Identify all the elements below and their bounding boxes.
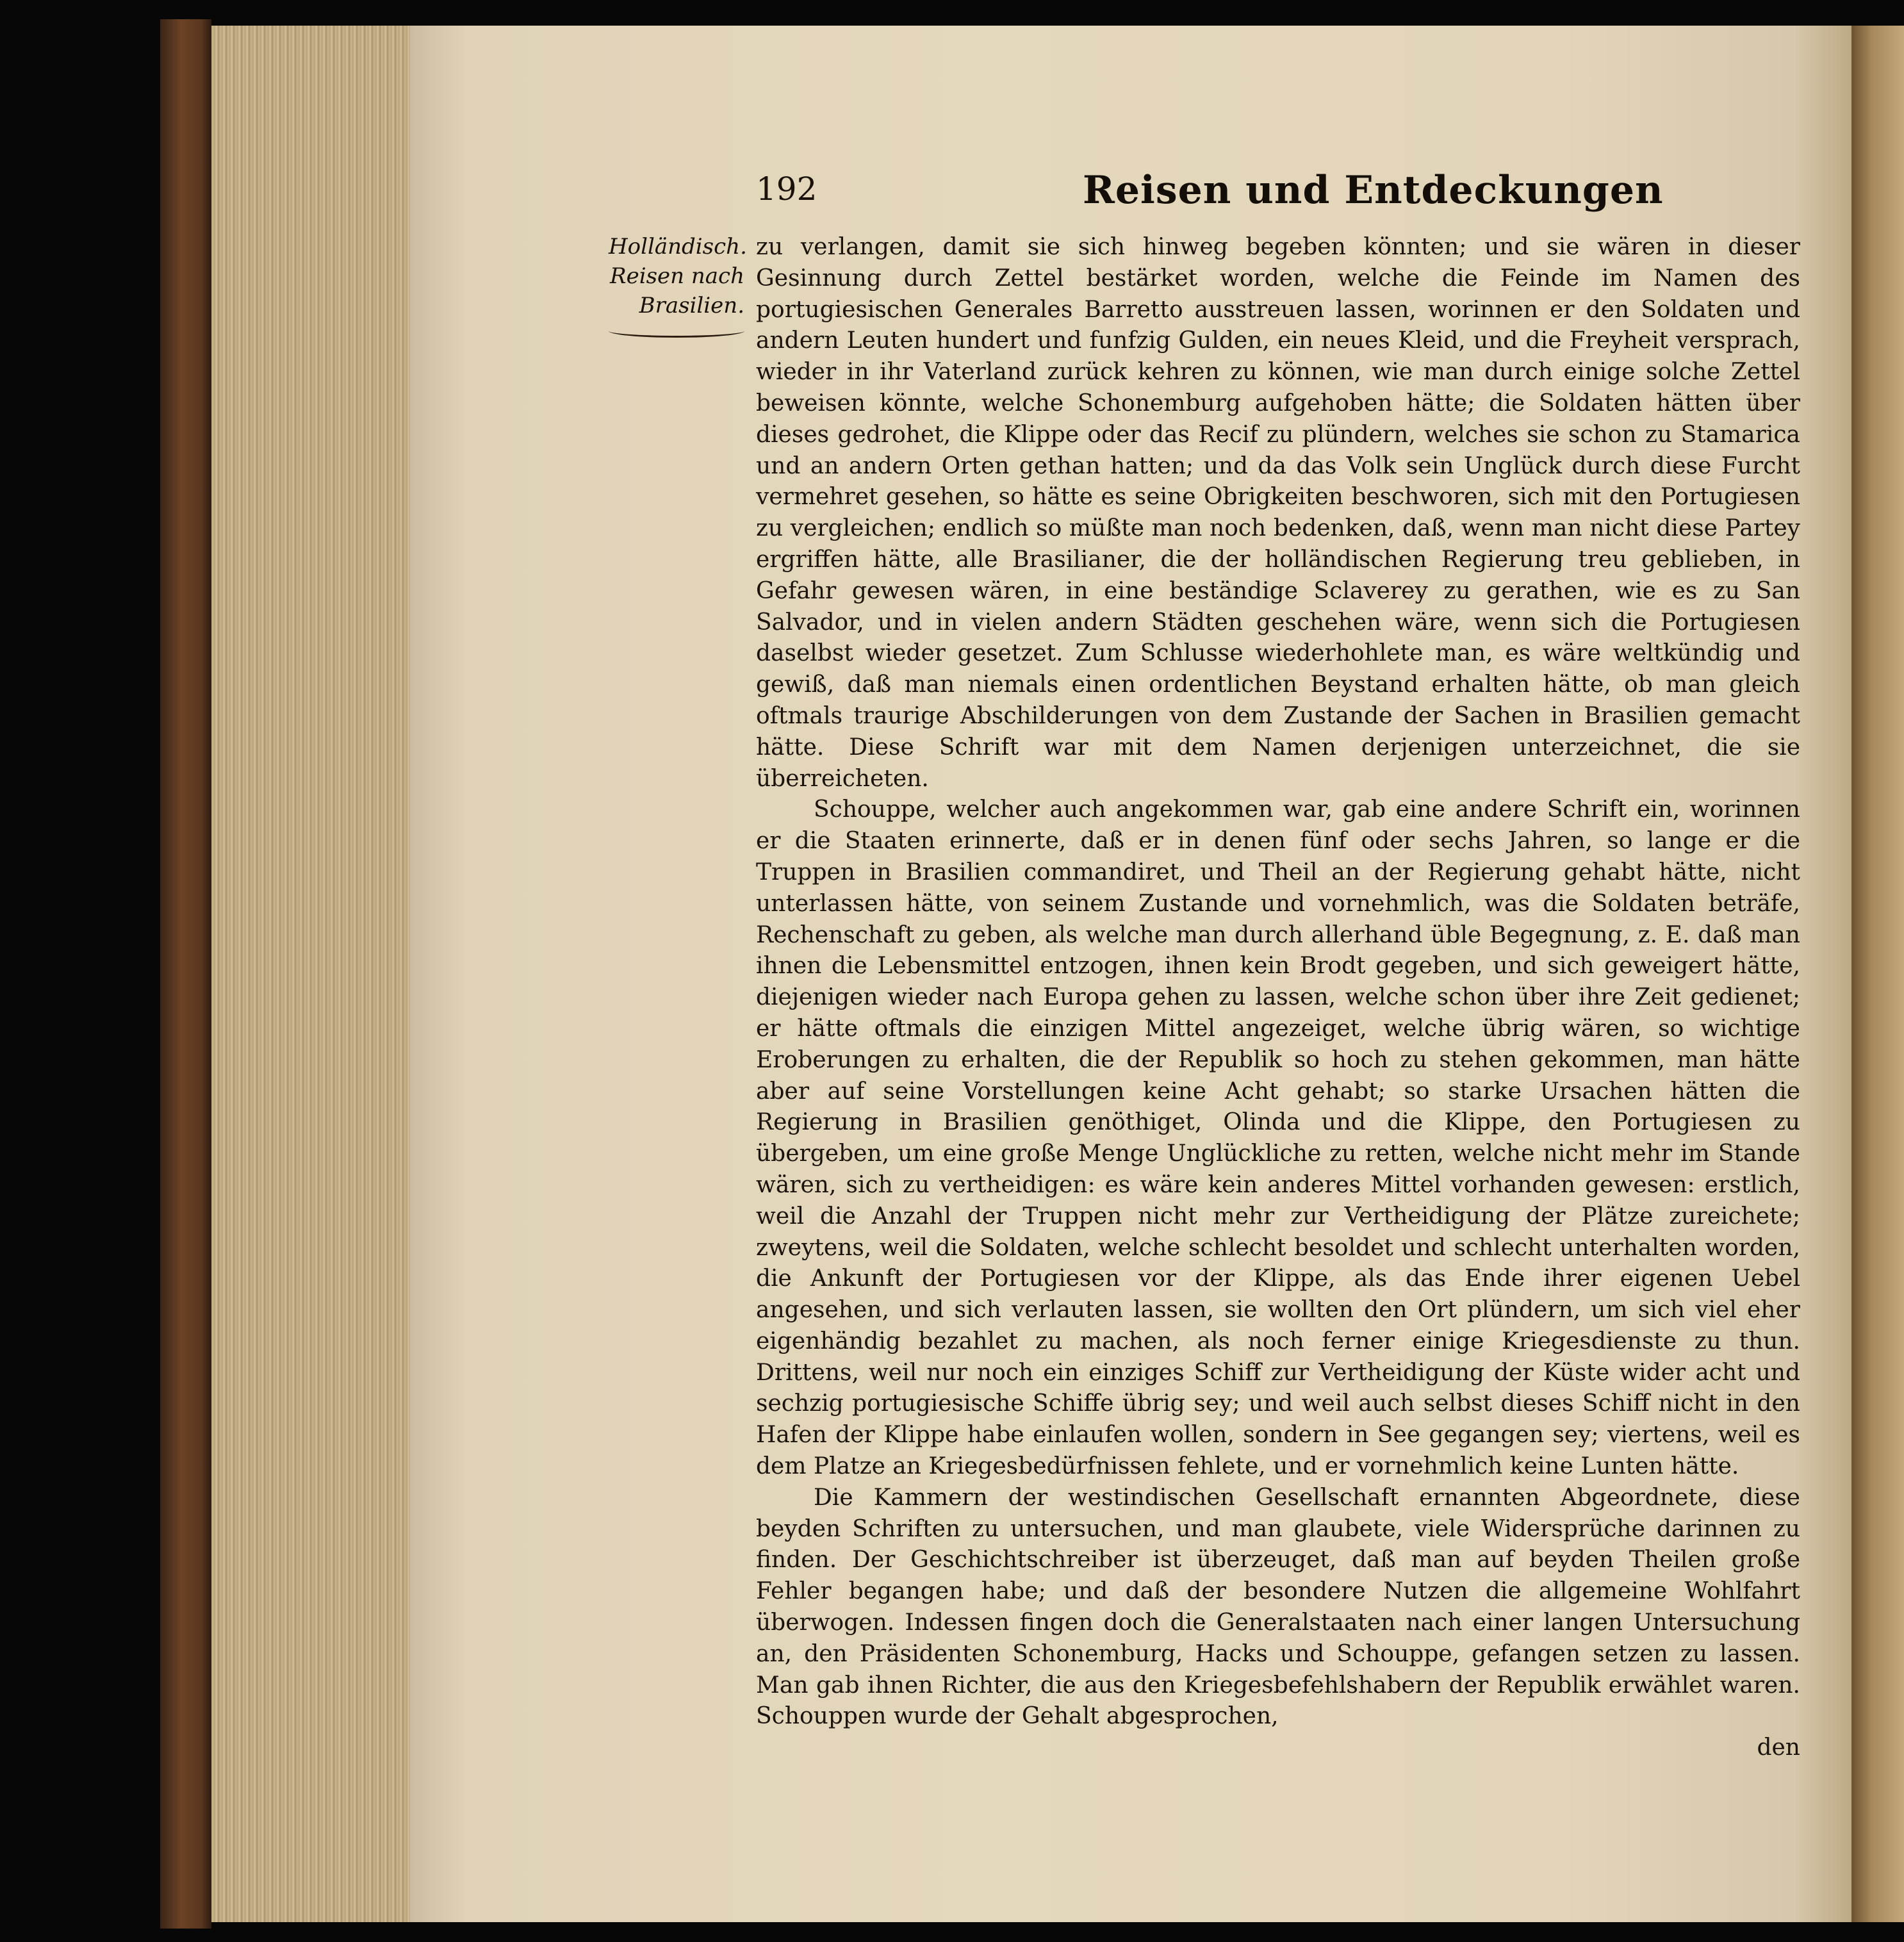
paragraph: zu verlangen, damit sie sich hinweg begeben könnten; und sie wären in dieser Gesinnung durch Zettel bestärket worden, welche die Feinde im Namen des portugiesischen Generales Barretto ausstreuen lassen, worinnen er den Soldaten und andern Leuten hundert und funfzig Gulden, ein neues Kleid, und die Freyheit versprach, wieder in ihr Vaterland zurück kehren zu können, wie man durch einige solche Zettel beweisen könnte, welche Schonemburg aufgehoben hätte; die Soldaten hätten über dieses gedrohet, die Klippe oder das Recif zu plündern, welches sie schon zu Stamarica und an andern Orten gethan hatten; und da das Volk sein Unglück durch diese Furcht vermehret gesehen, so hätte es seine Obrigkeiten beschworen, sich mit den Portugiesen zu vergleichen; endlich so müßte man noch bedenken, daß, wenn man nicht diese Partey ergriffen hätte, alle Brasilianer, die der holländischen Regierung treu geblieben, in Gefahr gewesen wären, in eine beständige Sclaverey zu gerathen, wie es zu San Salvador, und in vielen andern Städten geschehen wäre, wenn sich die Portugiesen daselbst wieder gesetzet. Zum Schlusse wiederhohlete man, es wäre weltkündig und gewiß, daß man niemals einen ordentlichen Beystand erhalten hätte, ob man gleich oftmals traurige Abschilderungen von dem Zustande der Sachen in Brasilien gemacht hätte. Diese Schrift war mit dem Namen derjenigen unterzeichnet, die sie überreicheten.	[756, 234, 1800, 792]
book-page-edges	[205, 26, 410, 1922]
running-title: Reisen und Entdeckungen	[1083, 168, 1664, 213]
page-number: 192	[756, 170, 817, 208]
paragraph: Die Kammern der westindischen Gesellschaft ernannten Abgeordnete, diese beyden Schriften zu untersuchen, und man glaubete, viele Widersprüche darinnen zu finden. Der Geschichtschreiber ist überzeuget, daß man auf beyden Theilen große Fehler begangen habe; und daß der besondere Nutzen die allgemeine Wohlfahrt überwogen. Indessen fingen doch die Generalstaaten nach einer langen Untersuchung an, den Präsidenten Schonemburg, Hacks und Schouppe, gefangen setzen zu lassen. Man gab ihnen Richter, die aus den Kriegesbefehlshabern der Republik erwählet waren. Schouppen wurde der Gehalt abgesprochen,	[756, 1484, 1800, 1730]
page-header	[756, 170, 1845, 215]
marginal-note-line: Holländisch.	[609, 234, 747, 259]
marginal-note-line: Reisen nach	[610, 263, 744, 289]
marginal-note-line: Brasilien.	[639, 293, 744, 318]
body-text	[756, 232, 1800, 1764]
catchword: den	[1757, 1734, 1800, 1761]
paragraph: Schouppe, welcher auch angekommen war, gab eine andere Schrift ein, worinnen er die Staaten erinnerte, daß er in denen fünf oder sechs Jahren, so lange er die Truppen in Brasilien commandiret, und Theil an der Regierung gehabt hätte, nicht unterlassen hätte, von seinem Zustande und vornehmlich, was die Soldaten beträfe, Rechenschaft zu geben, als welche man durch allerhand üble Begegnung, z. E. daß man ihnen die Lebensmittel entzogen, ihnen kein Brodt gegeben, und sich geweigert hätte, diejenigen wieder nach Europa gehen zu lassen, welche schon über ihre Zeit gedienet; er hätte oftmals die einzigen Mittel angezeiget, welche übrig wären, so wichtige Eroberungen zu erhalten, die der Republik so hoch zu stehen gekommen, man hätte aber auf seine Vorstellungen keine Acht gehabt; so starke Ursachen hätten die Regierung in Brasilien genöthiget, Olinda und die Klippe, den Portugiesen zu übergeben, um eine große Menge Unglückliche zu retten, welche nicht mehr im Stande wären, sich zu vertheidigen: es wäre kein anderes Mittel vorhanden gewesen: erstlich, weil die Anzahl der Truppen nicht mehr zur Vertheidigung der Plätze zureichete; zweytens, weil die Soldaten, welche schlecht besoldet und schlecht unterhalten worden, die Ankunft der Portugiesen vor der Klippe, als das Ende ihrer eigenen Uebel angesehen, und sich verlauten lassen, sie wollten den Ort plündern, um sich viel eher eigenhändig bezahlet zu machen, als noch ferner einige Kriegesdienste zu thun. Drittens, weil nur noch ein einziges Schiff zur Vertheidigung der Küste wider acht und sechzig portugiesische Schiffe übrig sey; und weil auch selbst dieses Schiff nicht in den Hafen der Klippe habe einlaufen wollen, sondern in See gegangen sey; viertens, weil es dem Platze an Kriegesbedürfnissen fehlete, und er vornehmlich keine Lunten hätte.	[756, 796, 1800, 1480]
brace-ornament	[609, 324, 744, 338]
marginal-note	[609, 232, 747, 338]
facing-page-edge	[1851, 26, 1904, 1922]
